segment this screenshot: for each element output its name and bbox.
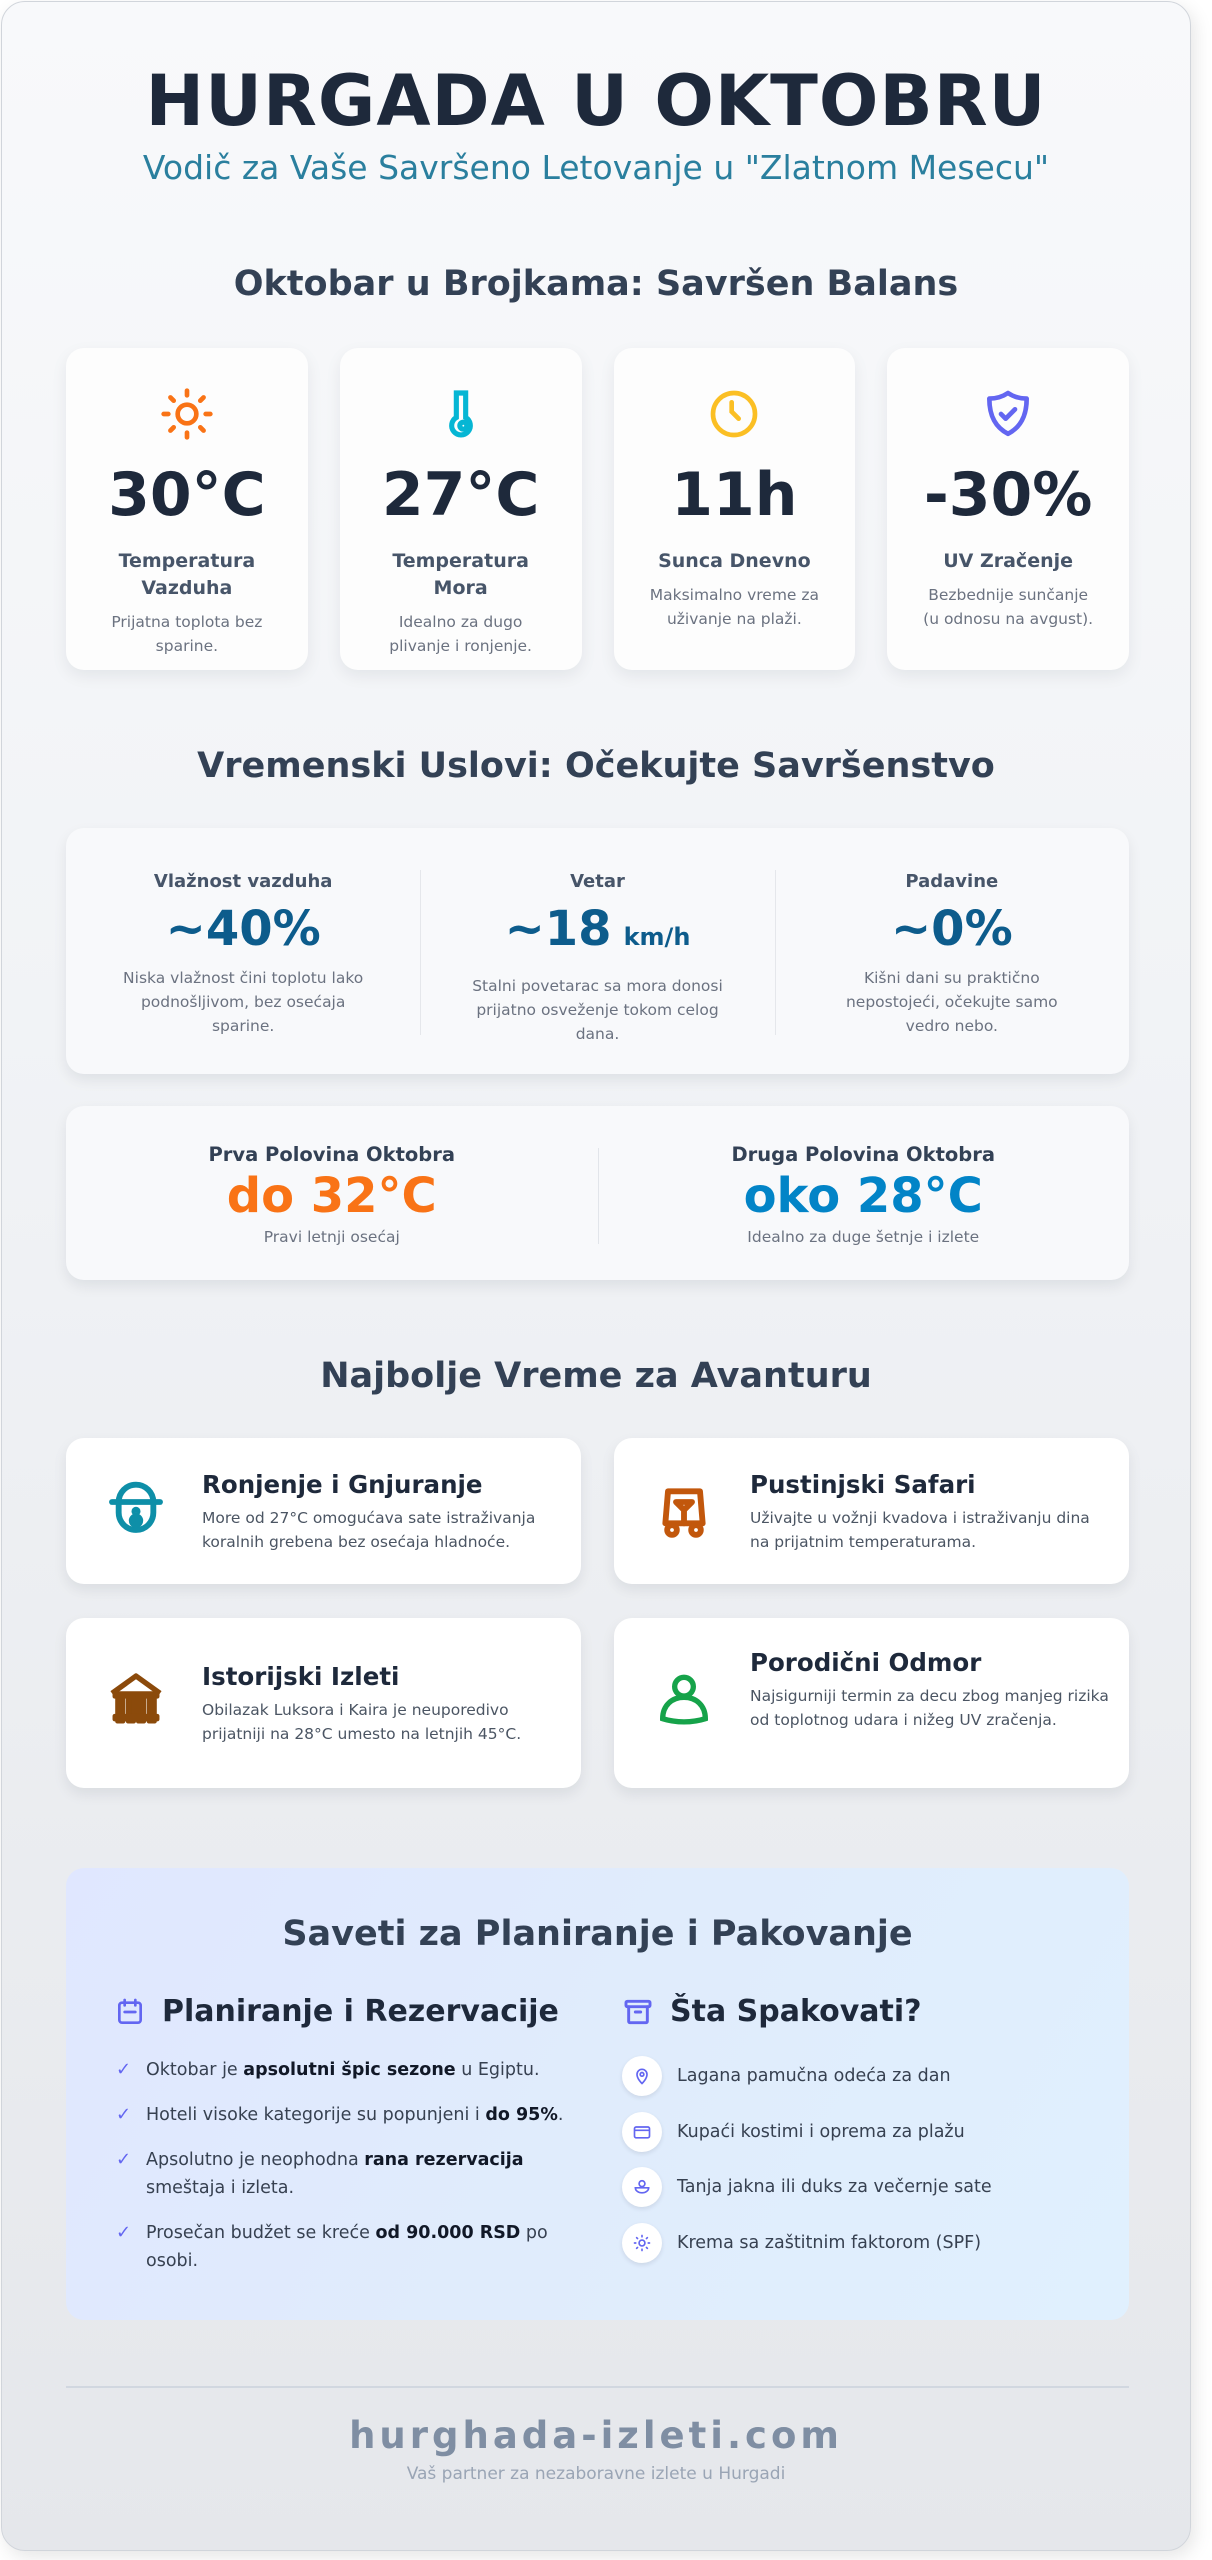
activity-title: Ronjenje i Gnjuranje [202, 1470, 483, 1499]
check-icon: ✓ [116, 2059, 132, 2080]
stat-desc: Bezbednije sunčanje (u odnosu na avgust). [923, 586, 1094, 628]
activity-title: Porodični Odmor [750, 1648, 982, 1677]
planning-title: Planiranje i Rezervacije [162, 1994, 559, 2029]
half-desc: Pravi letnji osećaj [263, 1228, 400, 1246]
page-subtitle: Vodič za Vaše Savršeno Letovanje u "Zlatnom Mesecu" [142, 148, 1050, 187]
weather-humidity [66, 870, 420, 1035]
sun-icon [159, 386, 215, 442]
activity-desc: Obilazak Luksora i Kaira je neuporedivo prijatniji na 28°C umesto na letnjih 45°C. [202, 1701, 522, 1743]
weather-label: Vetar [570, 871, 625, 892]
half-label: Druga Polovina Oktobra [731, 1143, 996, 1166]
stat-card-sunshine [614, 348, 856, 670]
packing-list [622, 2056, 1102, 2278]
packing-text: Tanja jakna ili duks za večernje sate [677, 2177, 992, 2197]
second-half-october [598, 1142, 1130, 1246]
check-icon: ✓ [116, 2222, 132, 2243]
stat-desc: Prijatna toplota bez sparine. [111, 613, 263, 655]
packing-item [622, 2223, 1102, 2263]
activity-desc: Uživajte u vožnji kvadova i istraživanju dina na prijatnim temperaturama. [750, 1509, 1090, 1551]
packing-text: Kupaći kostimi i oprema za plažu [677, 2121, 965, 2142]
activity-desc: Najsigurniji termin za decu zbog manjeg rizika od toplotnog udara i nižeg UV zračenja. [750, 1687, 1109, 1729]
check-icon: ✓ [116, 2104, 132, 2125]
weather-value: ~0% [890, 901, 1013, 957]
shield-check-icon [980, 386, 1036, 442]
planning-item: ✓ Prosečan budžet se kreće od 90.000 RSD po osobi. [114, 2219, 584, 2275]
stat-card-uv [887, 348, 1129, 670]
weather-value: ~40% [165, 901, 321, 957]
stat-card-air-temp [66, 348, 308, 670]
credit-card-icon [632, 2122, 652, 2142]
thermometer-icon [433, 386, 489, 442]
infographic-page [1, 1, 1191, 2551]
stat-label: Temperatura Mora [392, 550, 529, 599]
location-pin-icon [632, 2066, 652, 2086]
activity-card-history [66, 1618, 581, 1788]
weather-wind [420, 870, 774, 1043]
footer-brand-link[interactable]: hurghada-izleti.com [349, 2414, 843, 2457]
packing-item [622, 2167, 1102, 2207]
footer-divider [66, 2386, 1129, 2388]
activity-title: Pustinjski Safari [750, 1470, 976, 1499]
activity-card-safari [614, 1438, 1129, 1584]
weather-label: Vlažnost vazduha [153, 871, 333, 892]
weather-desc: Kišni dani su praktično nepostojeći, očekujte samo vedro nebo. [845, 969, 1058, 1035]
diving-mask-icon [104, 1478, 168, 1542]
stats-section-title: Oktobar u Brojkama: Savršen Balans [233, 264, 959, 304]
calendar-icon [114, 1996, 146, 2028]
packing-item [622, 2056, 1102, 2096]
stat-value: -30% [923, 460, 1093, 530]
half-label: Prva Polovina Oktobra [208, 1143, 456, 1166]
tips-section-title: Saveti za Planiranje i Pakovanje [282, 1914, 913, 1954]
sun-icon [632, 2233, 652, 2253]
weather-section-title: Vremenski Uslovi: Očekujte Savršenstvo [197, 746, 995, 786]
activities-section-title: Najbolje Vreme za Avanturu [320, 1356, 872, 1396]
first-half-october [66, 1142, 598, 1246]
packing-text: Krema sa zaštitnim faktorom (SPF) [677, 2232, 982, 2253]
stat-label: Sunca Dnevno [658, 550, 811, 572]
weather-precipitation [775, 870, 1129, 1035]
stat-value: 27°C [381, 460, 540, 530]
person-icon [652, 1668, 716, 1732]
half-desc: Idealno za duge šetnje i izlete [747, 1228, 980, 1246]
stat-value: 30°C [108, 460, 266, 530]
stats-cards [66, 348, 1129, 670]
tips-panel [66, 1868, 1129, 2320]
planning-item: ✓ Apsolutno je neophodna rana rezervacija smeštaja i izleta. [114, 2146, 584, 2202]
activity-card-family [614, 1618, 1129, 1788]
archive-box-icon [622, 1996, 654, 2028]
activity-title: Istorijski Izleti [202, 1662, 400, 1691]
planning-item: ✓ Hoteli visoke kategorije su popunjeni i do 95%. [114, 2101, 584, 2129]
packing-heading [622, 1994, 922, 2029]
packing-title: Šta Spakovati? [670, 1994, 922, 2029]
weather-label: Padavine [905, 871, 999, 892]
packing-text: Lagana pamučna odeća za dan [677, 2066, 951, 2086]
temple-icon [104, 1668, 168, 1732]
stat-value: 11h [671, 460, 798, 530]
stat-card-sea-temp [340, 348, 582, 670]
half-value: do 32°C [226, 1168, 437, 1224]
wind-unit: km/h [623, 923, 691, 951]
stat-label: Temperatura Vazduha [118, 550, 256, 599]
footer-tagline: Vaš partner za nezaboravne izlete u Hurgadi [406, 2464, 786, 2484]
planning-heading [114, 1994, 559, 2029]
stat-desc: Idealno za dugo plivanje i ronjenje. [389, 613, 532, 655]
packing-item [622, 2112, 1102, 2152]
stat-label: UV Zračenje [943, 550, 1074, 572]
half-value: oko 28°C [743, 1168, 983, 1224]
activity-desc: More od 27°C omogućava sate istraživanja koralnih grebena bez osećaja hladnoće. [202, 1509, 536, 1551]
stat-desc: Maksimalno vreme za uživanje na plaži. [649, 586, 820, 628]
planning-list [114, 2056, 584, 2292]
weather-value: ~18 km/h [504, 901, 691, 957]
check-icon: ✓ [116, 2149, 132, 2170]
activity-card-diving [66, 1438, 581, 1584]
planning-item: ✓ Oktobar je apsolutni špic sezone u Egiptu. [114, 2056, 584, 2084]
bowl-icon [632, 2177, 652, 2197]
clock-icon [706, 386, 762, 442]
weather-desc: Stalni povetarac sa mora donosi prijatno osveženje tokom celog dana. [472, 977, 723, 1043]
weather-desc: Niska vlažnost čini toplotu lako podnošljivom, bez osećaja sparine. [123, 969, 364, 1035]
weather-panel [66, 828, 1129, 1074]
quad-vehicle-icon [652, 1478, 716, 1542]
october-halves-panel [66, 1106, 1129, 1280]
page-title: HURGADA U OKTOBRU [145, 60, 1047, 142]
